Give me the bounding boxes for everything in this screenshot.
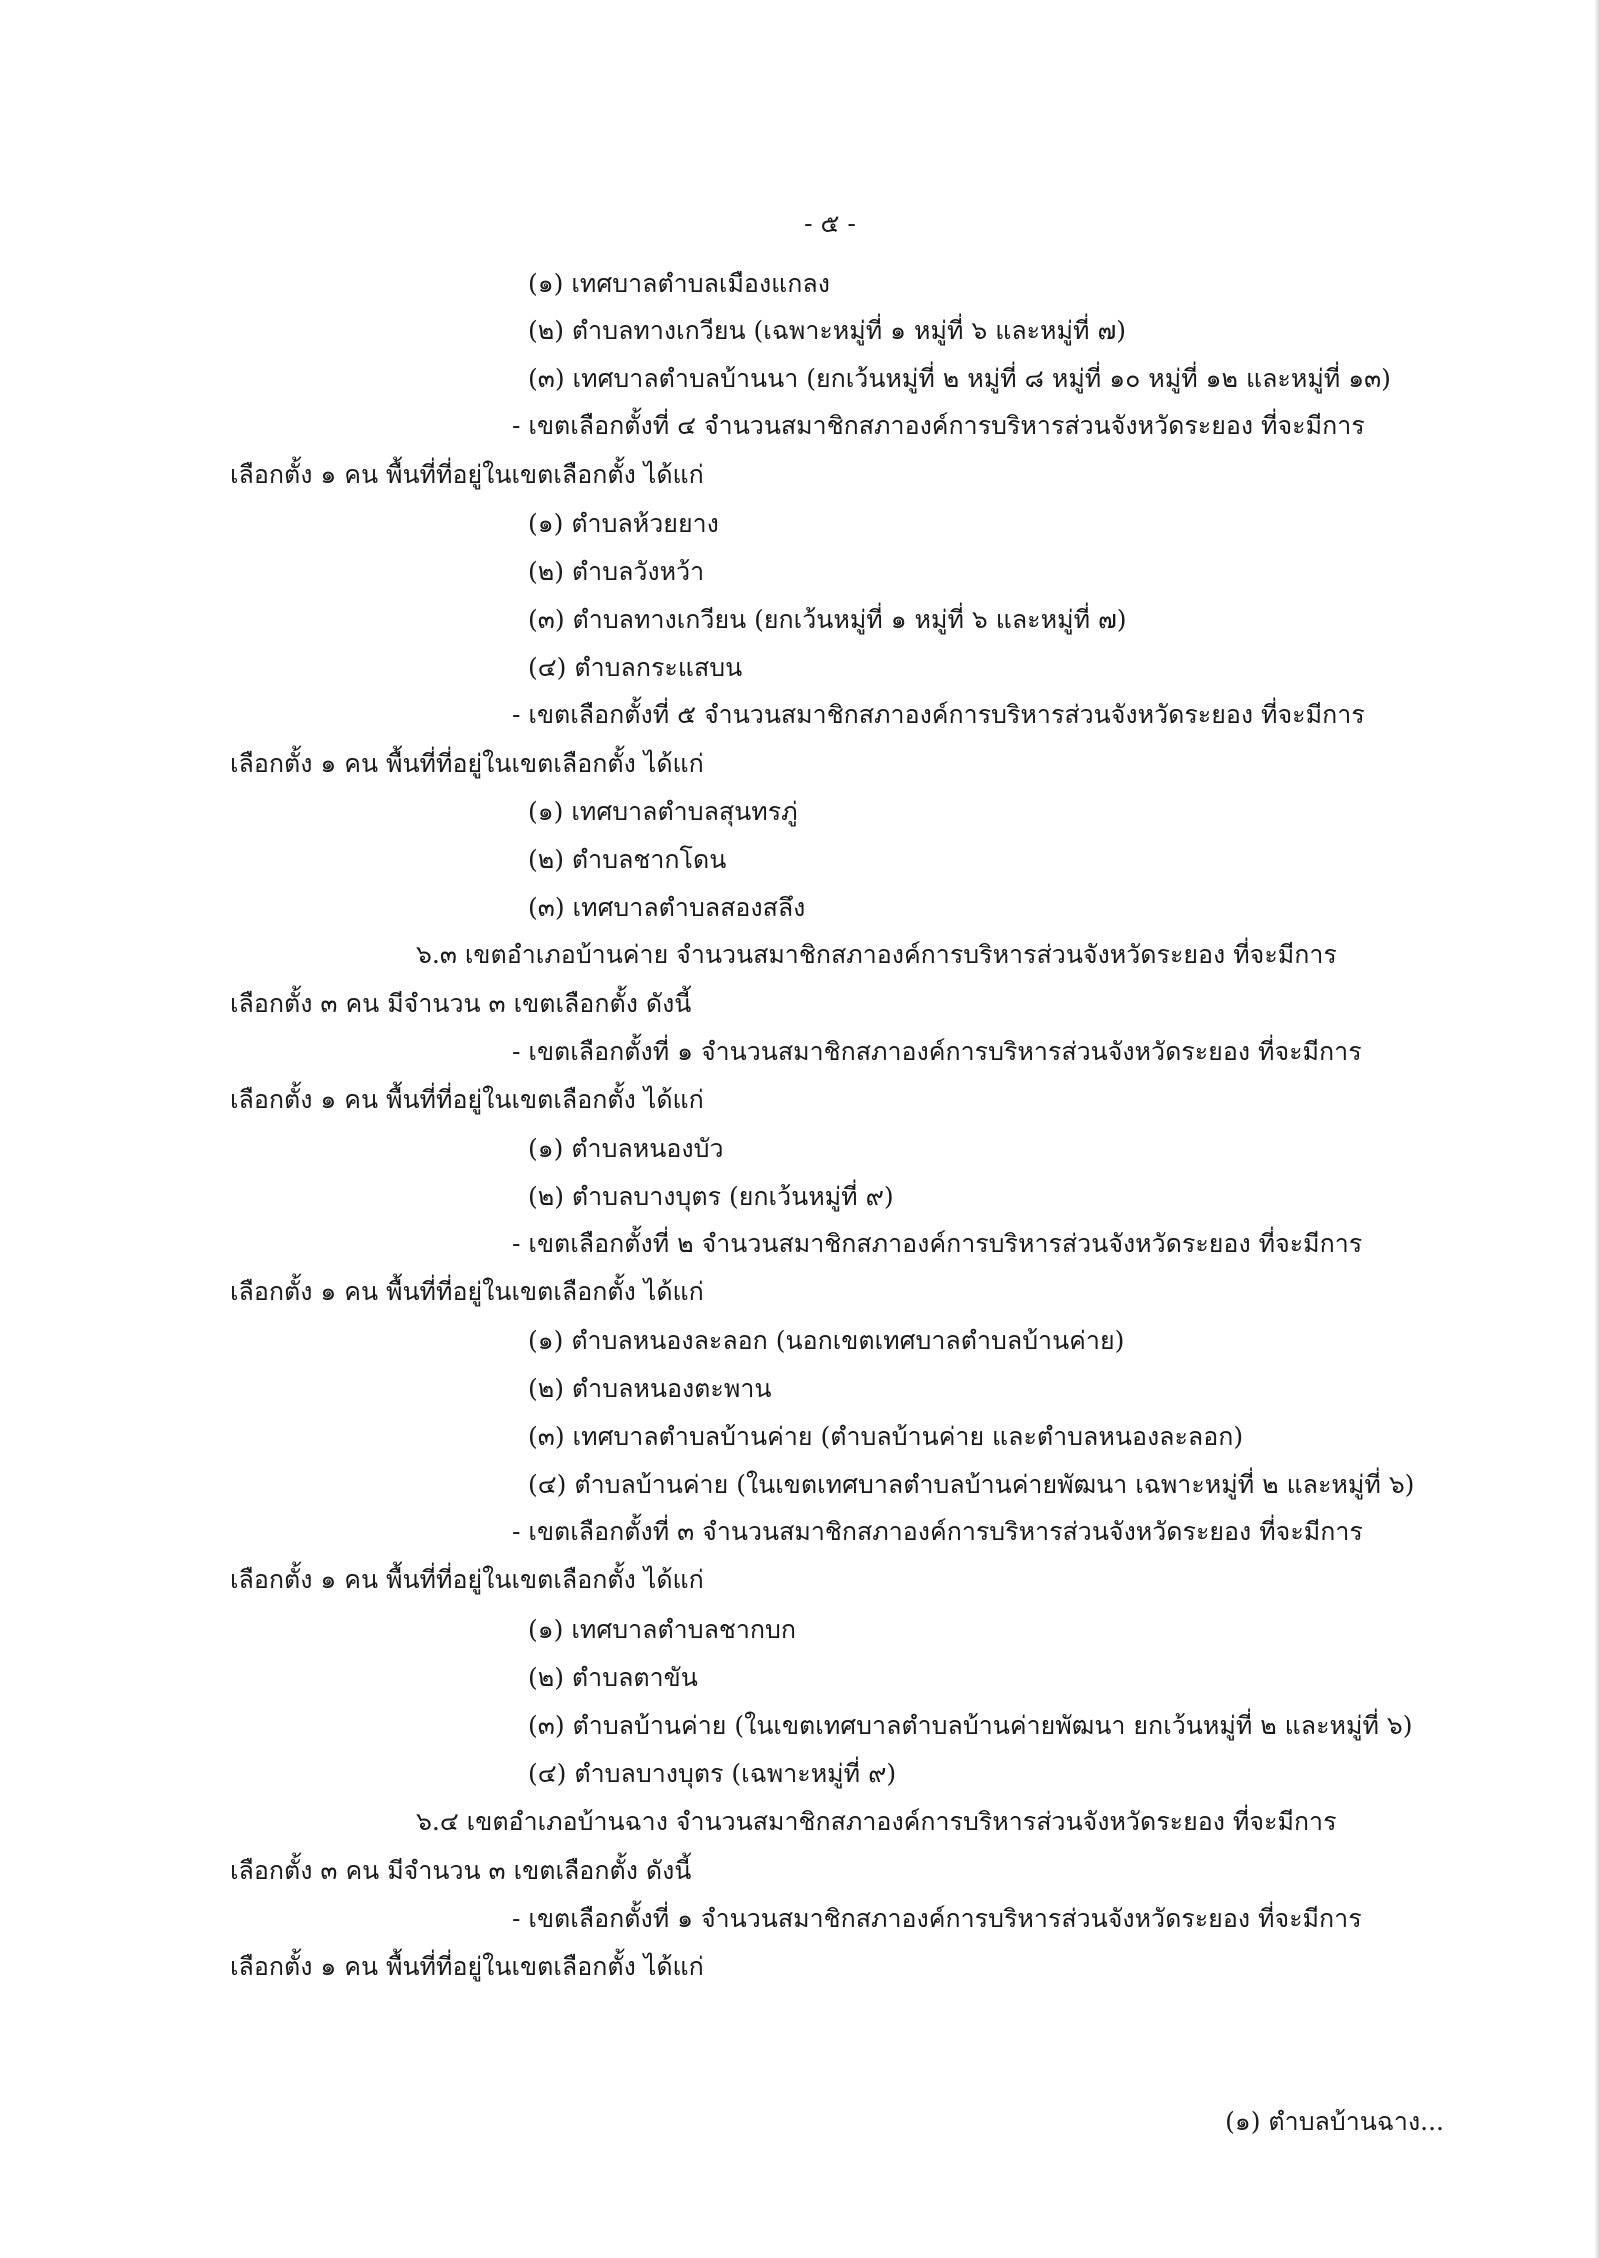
district-heading-continued: เลือกตั้ง ๑ คน พื้นที่ที่อยู่ในเขตเลือกตั้ง ได้แก่: [230, 460, 704, 489]
district-heading-continued: เลือกตั้ง ๑ คน พื้นที่ที่อยู่ในเขตเลือกตั้ง ได้แก่: [230, 1952, 704, 1981]
list-item: (๔) ตำบลบ้านค่าย (ในเขตเทศบาลตำบลบ้านค่ายพัฒนา เฉพาะหมู่ที่ ๒ และหมู่ที่ ๖): [528, 1470, 1415, 1499]
list-item: (๒) ตำบลวังหว้า: [528, 557, 705, 586]
district-heading: - เขตเลือกตั้งที่ ๑ จำนวนสมาชิกสภาองค์การบริหารส่วนจังหวัดระยอง ที่จะมีการ: [512, 1037, 1362, 1066]
district-heading: - เขตเลือกตั้งที่ ๓ จำนวนสมาชิกสภาองค์การบริหารส่วนจังหวัดระยอง ที่จะมีการ: [512, 1517, 1363, 1546]
list-item: (๒) ตำบลทางเกวียน (เฉพาะหมู่ที่ ๑ หมู่ที่ ๖ และหมู่ที่ ๗): [528, 316, 1126, 345]
list-item: (๔) ตำบลกระแสบน: [528, 653, 743, 682]
list-item: (๑) ตำบลห้วยยาง: [528, 509, 719, 538]
section-heading: ๖.๓ เขตอำเภอบ้านค่าย จำนวนสมาชิกสภาองค์การบริหารส่วนจังหวัดระยอง ที่จะมีการ: [416, 940, 1337, 969]
list-item: (๒) ตำบลบางบุตร (ยกเว้นหมู่ที่ ๙): [528, 1182, 894, 1211]
list-item: (๑) เทศบาลตำบลเมืองแกลง: [528, 269, 830, 298]
section-heading-continued: เลือกตั้ง ๓ คน มีจำนวน ๓ เขตเลือกตั้ง ดังนี้: [230, 989, 692, 1018]
list-item: (๑) ตำบลหนองละลอก (นอกเขตเทศบาลตำบลบ้านค่าย): [528, 1326, 1125, 1355]
page-continuation: (๑) ตำบลบ้านฉาง...: [1225, 2107, 1444, 2136]
district-heading: - เขตเลือกตั้งที่ ๔ จำนวนสมาชิกสภาองค์การบริหารส่วนจังหวัดระยอง ที่จะมีการ: [512, 411, 1365, 440]
list-item: (๓) ตำบลทางเกวียน (ยกเว้นหมู่ที่ ๑ หมู่ที่ ๖ และหมู่ที่ ๗): [528, 605, 1127, 634]
list-item: (๑) เทศบาลตำบลชากบก: [528, 1615, 797, 1644]
list-item: (๓) เทศบาลตำบลบ้านนา (ยกเว้นหมู่ที่ ๒ หมู่ที่ ๘ หมู่ที่ ๑๐ หมู่ที่ ๑๒ และหมู่ที่ ๑๓): [528, 364, 1391, 393]
list-item: (๑) เทศบาลตำบลสุนทรภู่: [528, 797, 798, 826]
section-heading: ๖.๔ เขตอำเภอบ้านฉาง จำนวนสมาชิกสภาองค์การบริหารส่วนจังหวัดระยอง ที่จะมีการ: [416, 1807, 1337, 1836]
list-item: (๒) ตำบลหนองตะพาน: [528, 1374, 772, 1403]
list-item: (๒) ตำบลตาขัน: [528, 1663, 698, 1692]
list-item: (๓) เทศบาลตำบลบ้านค่าย (ตำบลบ้านค่าย และตำบลหนองละลอก): [528, 1422, 1244, 1451]
page-number: - ๕ -: [804, 209, 856, 238]
scan-edge: [1594, 0, 1600, 2258]
list-item: (๓) ตำบลบ้านค่าย (ในเขตเทศบาลตำบลบ้านค่ายพัฒนา ยกเว้นหมู่ที่ ๒ และหมู่ที่ ๖): [528, 1711, 1413, 1740]
district-heading: - เขตเลือกตั้งที่ ๑ จำนวนสมาชิกสภาองค์การบริหารส่วนจังหวัดระยอง ที่จะมีการ: [512, 1904, 1362, 1933]
district-heading-continued: เลือกตั้ง ๑ คน พื้นที่ที่อยู่ในเขตเลือกตั้ง ได้แก่: [230, 1565, 704, 1594]
district-heading-continued: เลือกตั้ง ๑ คน พื้นที่ที่อยู่ในเขตเลือกตั้ง ได้แก่: [230, 1277, 704, 1306]
district-heading-continued: เลือกตั้ง ๑ คน พื้นที่ที่อยู่ในเขตเลือกตั้ง ได้แก่: [230, 1085, 704, 1114]
list-item: (๓) เทศบาลตำบลสองสลึง: [528, 893, 806, 922]
list-item: (๔) ตำบลบางบุตร (เฉพาะหมู่ที่ ๙): [528, 1759, 897, 1788]
district-heading-continued: เลือกตั้ง ๑ คน พื้นที่ที่อยู่ในเขตเลือกตั้ง ได้แก่: [230, 749, 704, 778]
district-heading: - เขตเลือกตั้งที่ ๕ จำนวนสมาชิกสภาองค์การบริหารส่วนจังหวัดระยอง ที่จะมีการ: [512, 700, 1365, 729]
list-item: (๒) ตำบลชากโดน: [528, 845, 727, 874]
section-heading-continued: เลือกตั้ง ๓ คน มีจำนวน ๓ เขตเลือกตั้ง ดังนี้: [230, 1856, 692, 1885]
district-heading: - เขตเลือกตั้งที่ ๒ จำนวนสมาชิกสภาองค์การบริหารส่วนจังหวัดระยอง ที่จะมีการ: [512, 1229, 1363, 1258]
list-item: (๑) ตำบลหนองบัว: [528, 1134, 724, 1163]
